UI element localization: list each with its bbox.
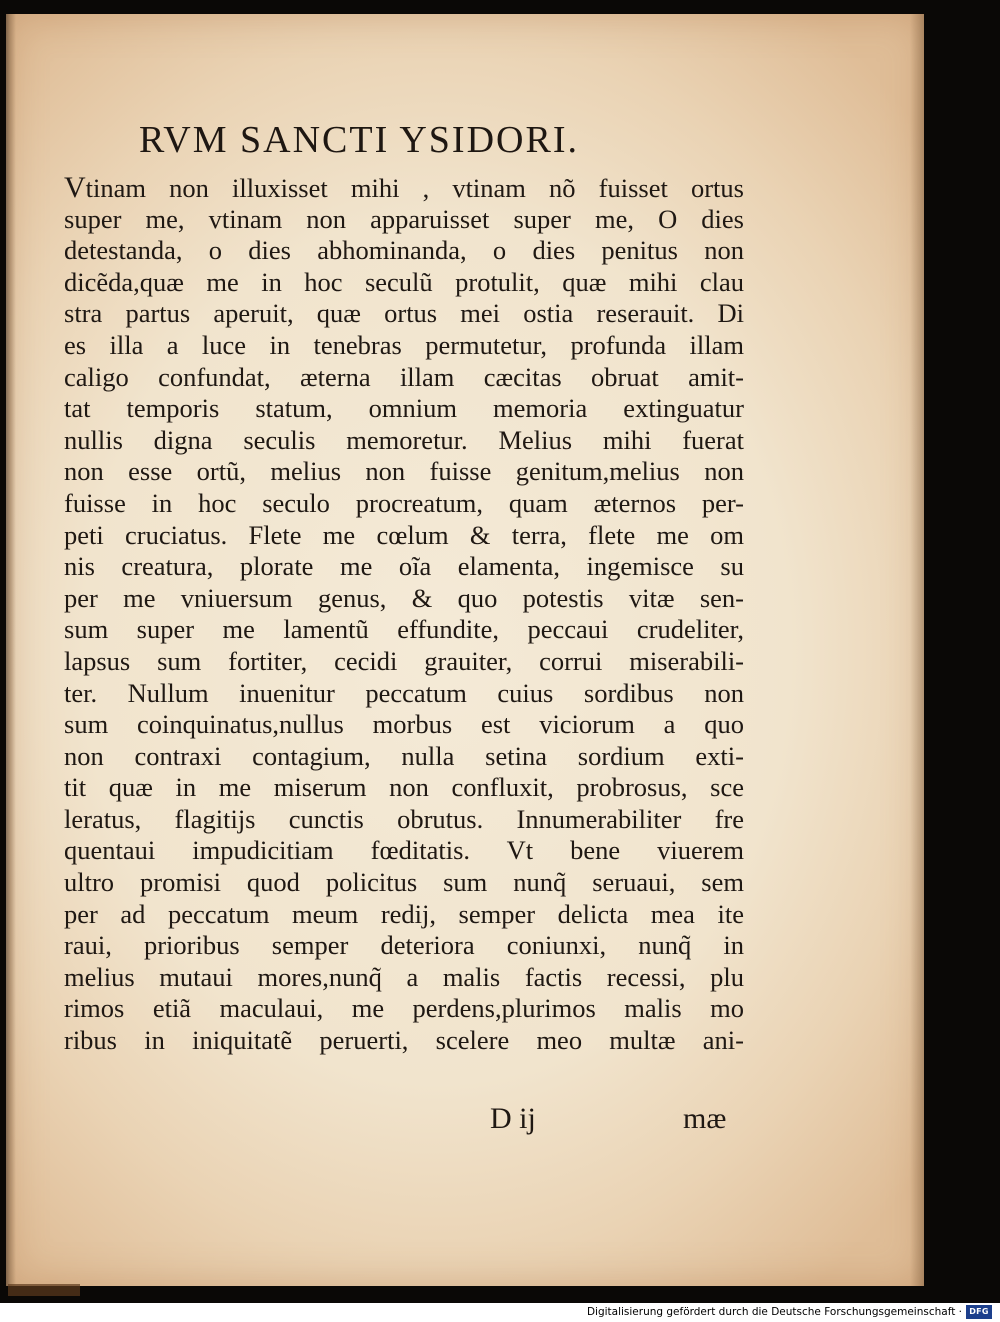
text-line: ultro promisi quod policitus sum nunq̃ seruaui, sem	[64, 867, 744, 898]
text-line: caligo confundat, æterna illam cæcitas obruat amit-	[64, 361, 744, 392]
dfg-logo-icon: DFG	[966, 1305, 992, 1319]
text-line: non esse ortũ, melius non fuisse genitum,melius non	[64, 456, 744, 487]
page-edge	[6, 14, 16, 1286]
text-line: Vtinam non illuxisset mihi , vtinam nõ fuisset ortus	[64, 172, 744, 204]
book-page	[6, 14, 924, 1286]
library-stamp-mark	[8, 1284, 80, 1296]
text-line: super me, vtinam non apparuisset super me, O dies	[64, 203, 744, 234]
text-line: nullis digna seculis memoretur. Melius mihi fuerat	[64, 424, 744, 455]
text-line: sum super me lamentũ effundite, peccaui crudeliter,	[64, 614, 744, 645]
text-line: per me vniuersum genus, & quo potestis vitæ sen-	[64, 582, 744, 613]
footer-bar	[0, 1303, 1000, 1322]
text-line: sum coinquinatus,nullus morbus est viciorum a quo	[64, 709, 744, 740]
text-line: stra partus aperuit, quæ ortus mei ostia reserauit. Di	[64, 298, 744, 329]
text-line: melius mutaui mores,nunq̃ a malis factis recessi, plu	[64, 961, 744, 992]
text-block	[64, 172, 744, 1057]
text-line: tit quæ in me miserum non confluxit, probrosus, sce	[64, 772, 744, 803]
text-line: non contraxi contagium, nulla setina sordium exti-	[64, 740, 744, 771]
text-line: rimos etiã maculaui, me perdens,plurimos malis mo	[64, 993, 744, 1024]
text-line: ter. Nullum inuenitur peccatum cuius sordibus non	[64, 677, 744, 708]
funding-credit: Digitalisierung gefördert durch die Deutsche Forschungsgemeinschaft ·	[586, 1306, 962, 1318]
text-line: detestanda, o dies abhominanda, o dies penitus non	[64, 235, 744, 266]
running-head: RVM SANCTI YSIDORI.	[139, 119, 579, 161]
text-line: per ad peccatum meum redij, semper delicta mea ite	[64, 898, 744, 929]
page-shadow	[910, 14, 924, 1286]
text-line: raui, prioribus semper deteriora coniunxi, nunq̃ in	[64, 930, 744, 961]
text-line: peti cruciatus. Flete me cœlum & terra, flete me om	[64, 519, 744, 550]
signature-line	[490, 1102, 750, 1142]
text-line: nis creatura, plorate me oĩa elamenta, ingemisce su	[64, 551, 744, 582]
text-line: lapsus sum fortiter, cecidi grauiter, corrui miserabili-	[64, 645, 744, 676]
text-line: dicẽda,quæ me in hoc seculũ protulit, quæ mihi clau	[64, 266, 744, 297]
signature-mark: D ij	[490, 1102, 536, 1135]
text-line: quentaui impudicitiam fœditatis. Vt bene viuerem	[64, 835, 744, 866]
text-line: ribus in iniquitatẽ peruerti, scelere meo multæ ani-	[64, 1025, 744, 1056]
catchword: mæ	[683, 1102, 727, 1135]
text-line: tat temporis statum, omnium memoria extinguatur	[64, 393, 744, 424]
text-line: leratus, flagitijs cunctis obrutus. Innumerabiliter fre	[64, 803, 744, 834]
text-line: es illa a luce in tenebras permutetur, profunda illam	[64, 329, 744, 360]
text-line: fuisse in hoc seculo procreatum, quam æternos per-	[64, 487, 744, 518]
